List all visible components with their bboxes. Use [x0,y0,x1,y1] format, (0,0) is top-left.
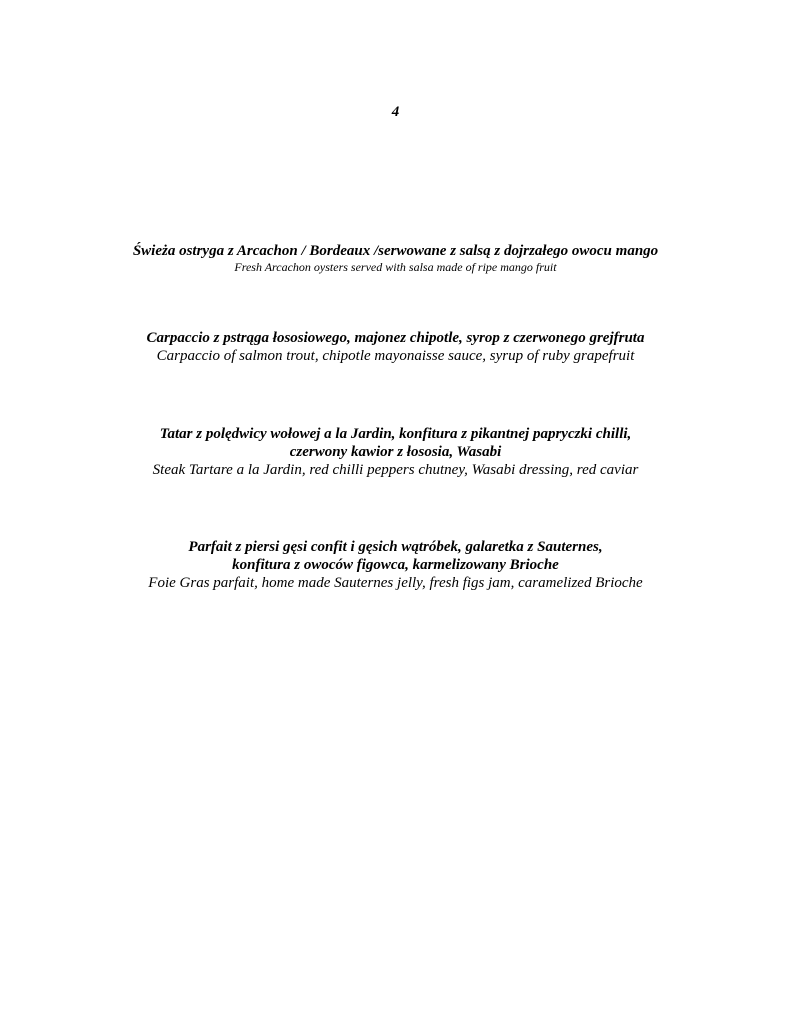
dish-name-pl-line-1: Tatar z polędwicy wołowej a la Jardin, konfitura z pikantnej papryczki chilli, [159,426,632,442]
menu-item-parfait [0,538,791,592]
dish-name-pl-line-1: Parfait z piersi gęsi confit i gęsich wątróbek, galaretka z Sauternes, [188,539,603,555]
menu-item-carpaccio [0,329,791,365]
page-number: 4 [391,104,400,120]
dish-name-pl: Świeża ostryga z Arcachon / Bordeaux /serwowane z salsą z dojrzałego owocu mango [132,243,659,259]
dish-description-en: Steak Tartare a la Jardin, red chilli peppers chutney, Wasabi dressing, red caviar [152,462,639,478]
dish-name-pl-line-2: czerwony kawior z łososia, Wasabi [289,444,502,460]
menu-item-oysters [0,242,791,274]
dish-name-pl: Carpaccio z pstrąga łososiowego, majonez chipotle, syrop z czerwonego grejfruta [146,330,645,346]
dish-description-en: Carpaccio of salmon trout, chipotle mayonaisse sauce, syrup of ruby grapefruit [156,348,635,364]
dish-name-pl-line-2: konfitura z owoców figowca, karmelizowany Brioche [232,557,559,573]
dish-description-en: Foie Gras parfait, home made Sauternes jelly, fresh figs jam, caramelized Brioche [148,575,643,591]
dish-description-en: Fresh Arcachon oysters served with salsa made of ripe mango fruit [234,260,557,274]
menu-item-tartare [0,425,791,479]
